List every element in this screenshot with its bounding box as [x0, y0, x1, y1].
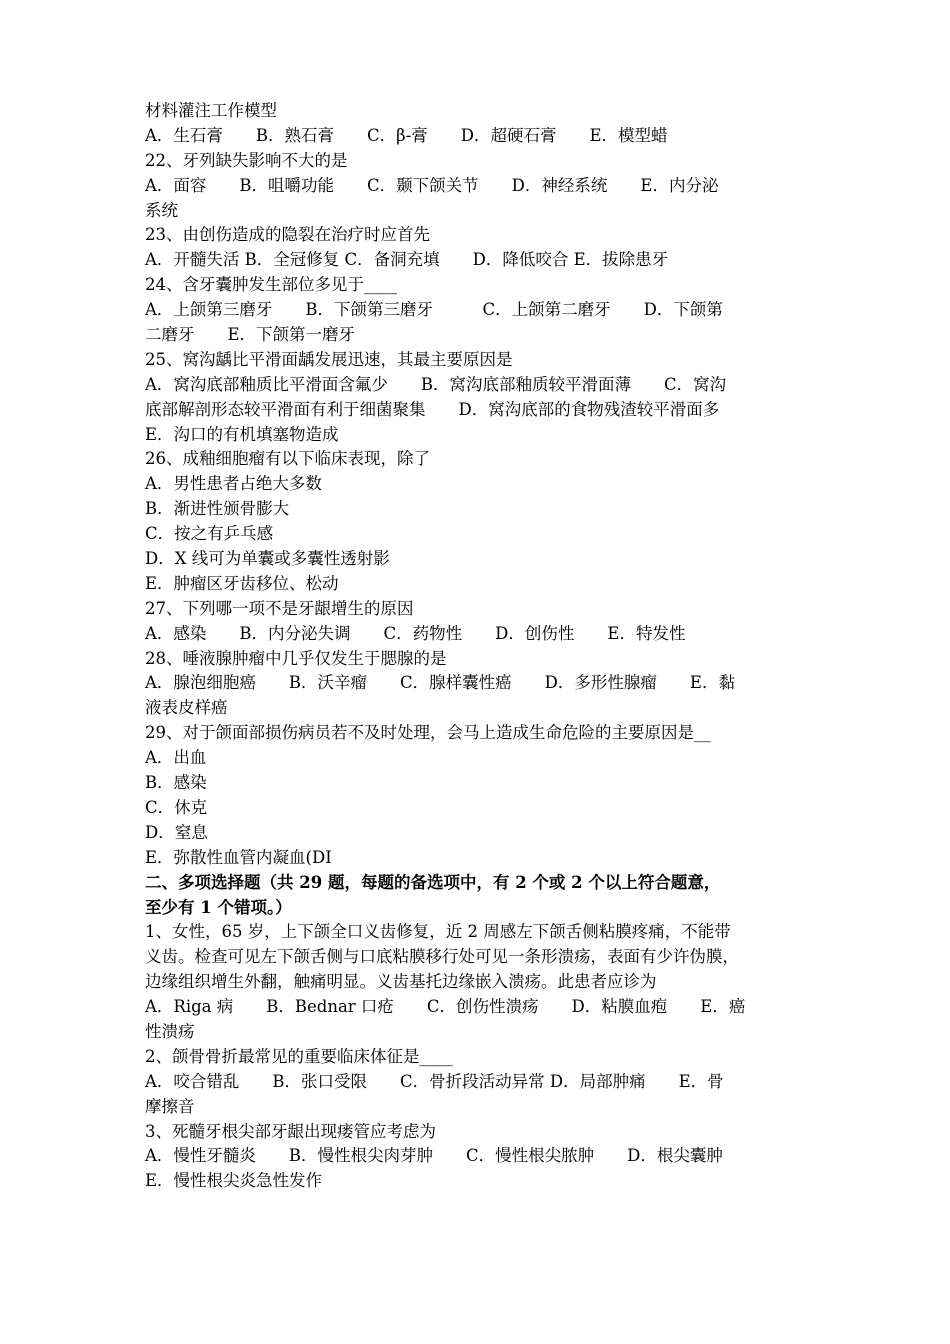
text-line: 29、对于颌面部损伤病员若不及时处理，会马上造成生命危险的主要原因是__ [145, 723, 711, 743]
document-page [145, 99, 810, 1194]
text-line: 24、含牙囊肿发生部位多见于____ [145, 275, 397, 295]
text-line: A．慢性牙髓炎 B．慢性根尖肉芽肿 C．慢性根尖脓肿 D．根尖囊肿 [145, 1146, 723, 1166]
text-line: 2、颌骨骨折最常见的重要临床体征是____ [145, 1046, 453, 1066]
text-line: 3、死髓牙根尖部牙龈出现瘘管应考虑为 [145, 1121, 436, 1141]
text-line: 系统 [145, 200, 178, 220]
text-line: 摩擦音 [145, 1096, 195, 1116]
text-line: 底部解剖形态较平滑面有利于细菌聚集 D．窝沟底部的食物残渣较平滑面多 [145, 399, 720, 419]
text-line: 二磨牙 E．下颌第一磨牙 [145, 325, 356, 345]
text-line: A．男性患者占绝大多数 [145, 474, 322, 494]
text-line: 28、唾液腺肿瘤中几乎仅发生于腮腺的是 [145, 648, 447, 668]
text-line: B．感染 [145, 773, 207, 793]
text-line: E．慢性根尖炎急性发作 [145, 1171, 323, 1191]
text-line: 23、由创伤造成的隐裂在治疗时应首先 [145, 225, 430, 245]
text-line: A．Riga 病 B．Bednar 口疮 C．创伤性溃疡 D．粘膜血疱 E．癌 [145, 997, 746, 1017]
text-line: E．沟口的有机填塞物造成 [145, 424, 339, 444]
text-line: A．咬合错乱 B．张口受限 C．骨折段活动异常 D．局部肿痛 E．骨 [145, 1071, 724, 1091]
section-heading-line: 二、多项选择题（共 29 题，每题的备选项中，有 2 个或 2 个以上符合题意， [145, 872, 721, 892]
text-line: E．肿瘤区牙齿移位、松动 [145, 573, 339, 593]
text-line: D．X 线可为单囊或多囊性透射影 [145, 549, 390, 569]
text-line: C．休克 [145, 797, 208, 817]
text-line: 1、女性，65 岁，上下颌全口义齿修复，近 2 周感左下颌舌侧粘膜疼痛，不能带 [145, 922, 731, 942]
text-line: B．渐进性颁骨膨大 [145, 499, 290, 519]
text-line: A．感染 B．内分泌失调 C．药物性 D．创伤性 E．特发性 [145, 623, 686, 643]
text-line: 22、牙列缺失影响不大的是 [145, 150, 348, 170]
text-line: A．窝沟底部釉质比平滑面含氟少 B．窝沟底部釉质较平滑面薄 C．窝沟 [145, 374, 727, 394]
text-line: C．按之有乒乓感 [145, 524, 274, 544]
text-line: 26、成釉细胞瘤有以下临床表现，除了 [145, 449, 430, 469]
text-line: D．窒息 [145, 822, 208, 842]
text-line: 性溃疡 [145, 1021, 195, 1041]
text-line: A．生石膏 B．熟石膏 C．β-膏 D．超硬石膏 E．模型蜡 [145, 125, 668, 145]
text-line: A．开髓失活 B．全冠修复 C．备洞充填 D．降低咬合 E．拔除患牙 [145, 250, 669, 270]
text-line: A．出血 [145, 748, 207, 768]
text-line: A．腺泡细胞癌 B．沃辛瘤 C．腺样囊性癌 D．多形性腺瘤 E．黏 [145, 673, 735, 693]
text-line: E．弥散性血管内凝血(DI [145, 847, 332, 867]
text-line: 27、下列哪一项不是牙龈增生的原因 [145, 598, 414, 618]
text-line: 25、窝沟龋比平滑面龋发展迅速，其最主要原因是 [145, 349, 513, 369]
section-heading-line: 至少有 1 个错项。） [145, 897, 292, 917]
text-line: A．上颌第三磨牙 B．下颌第三磨牙 C．上颌第二磨牙 D．下颌第 [145, 300, 723, 320]
text-line: 义齿。检查可见左下颌舌侧与口底粘膜移行处可见一条形溃疡，表面有少许伪膜， [145, 947, 739, 967]
text-line: 边缘组织增生外翻，触痛明显。义齿基托边缘嵌入溃疡。此患者应诊为 [145, 972, 657, 992]
text-line: A．面容 B．咀嚼功能 C．颞下颌关节 D．神经系统 E．内分泌 [145, 175, 719, 195]
text-line: 材料灌注工作模型 [145, 101, 277, 120]
text-line: 液表皮样癌 [145, 698, 228, 718]
